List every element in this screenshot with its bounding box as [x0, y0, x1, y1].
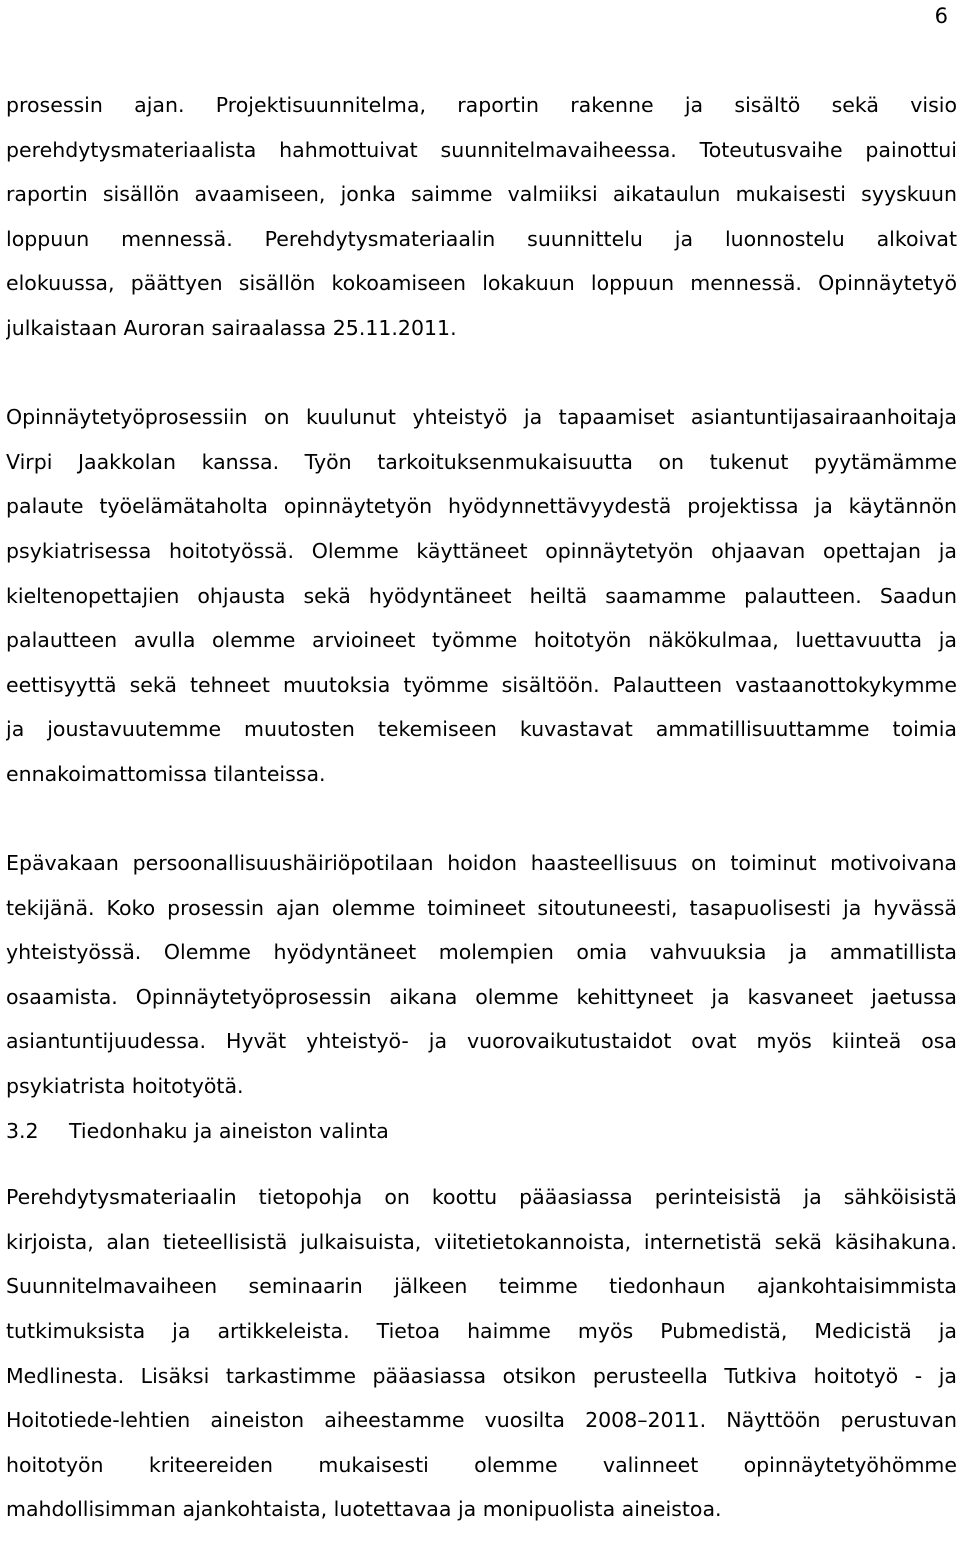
- text-line: loppuun mennessä. Perehdytysmateriaalin suunnittelu ja luonnostelu alkoivat: [6, 226, 957, 251]
- text-line: ennakoimattomissa tilanteissa.: [6, 761, 326, 786]
- text-line: eettisyyttä sekä tehneet muutoksia työmme sisältöön. Palautteen vastaanottokykymme: [6, 672, 957, 697]
- paragraph-gap: [6, 351, 957, 396]
- text-line: elokuussa, päättyen sisällön kokoamiseen lokakuun loppuun mennessä. Opinnäytetyö: [6, 271, 957, 296]
- paragraph-3: [6, 841, 957, 1109]
- text-line: psykiatrista hoitotyötä.: [6, 1074, 244, 1099]
- text-line: kirjoista, alan tieteellisistä julkaisuista, viitetietokannoista, internetistä sekä käsihakuna.: [6, 1229, 957, 1254]
- text-line: Opinnäytetyöprosessiin on kuulunut yhteistyö ja tapaamiset asiantuntijasairaanhoitaja: [6, 405, 957, 430]
- text-line: tekijänä. Koko prosessin ajan olemme toimineet sitoutuneesti, tasapuolisesti ja hyvässä: [6, 895, 957, 920]
- text-line: yhteistyössä. Olemme hyödyntäneet molempien omia vahvuuksia ja ammatillista: [6, 940, 957, 965]
- section-number: 3.2: [6, 1118, 39, 1143]
- text-line: Hoitotiede-lehtien aineiston aiheestamme vuosilta 2008–2011. Näyttöön perustuvan: [6, 1408, 957, 1433]
- text-line: asiantuntijuudessa. Hyvät yhteistyö- ja vuorovaikutustaidot ovat myös kiinteä osa: [6, 1029, 957, 1054]
- text-line: raportin sisällön avaamiseen, jonka saimme valmiiksi aikataulun mukaisesti syyskuun: [6, 182, 957, 207]
- text-line: palautteen avulla olemme arvioineet työmme hoitotyön näkökulmaa, luettavuutta ja: [6, 628, 957, 653]
- text-line: palaute työelämätaholta opinnäytetyön hyödynnettävyydestä projektissa ja käytännön: [6, 494, 957, 519]
- paragraph-4: [6, 1175, 957, 1532]
- section-heading: [6, 1109, 957, 1154]
- text-line: Perehdytysmateriaalin tietopohja on koottu pääasiassa perinteisistä ja sähköisistä: [6, 1185, 957, 1210]
- text-line: osaamista. Opinnäytetyöprosessin aikana olemme kehittyneet ja kasvaneet jaetussa: [6, 984, 957, 1009]
- page-number: 6: [934, 4, 948, 28]
- text-line: ja joustavuutemme muutosten tekemiseen kuvastavat ammatillisuuttamme toimia: [6, 717, 957, 742]
- text-line: hoitotyön kriteereiden mukaisesti olemme valinneet opinnäytetyöhömme: [6, 1452, 957, 1477]
- text-line: julkaistaan Auroran sairaalassa 25.11.2011.: [6, 315, 457, 340]
- document-body: [6, 83, 957, 1532]
- text-line: psykiatrisessa hoitotyössä. Olemme käyttäneet opinnäytetyön ohjaavan opettajan ja: [6, 538, 957, 563]
- text-line: Medlinesta. Lisäksi tarkastimme pääasiassa otsikon perusteella Tutkiva hoitotyö - ja: [6, 1363, 957, 1388]
- text-line: kieltenopettajien ohjausta sekä hyödyntäneet heiltä saamamme palautteen. Saadun: [6, 583, 957, 608]
- text-line: prosessin ajan. Projektisuunnitelma, raportin rakenne ja sisältö sekä visio: [6, 93, 957, 117]
- text-line: Suunnitelmavaiheen seminaarin jälkeen teimme tiedonhaun ajankohtaisimmista: [6, 1274, 957, 1299]
- text-line: perehdytysmateriaalista hahmottuivat suunnitelmavaiheessa. Toteutusvaihe painottui: [6, 137, 957, 162]
- paragraph-1: [6, 83, 957, 351]
- text-line: Virpi Jaakkolan kanssa. Työn tarkoituksenmukaisuutta on tukenut pyytämämme: [6, 449, 957, 474]
- paragraph-gap: [6, 797, 957, 842]
- paragraph-gap: [6, 1153, 957, 1175]
- text-line: mahdollisimman ajankohtaista, luotettavaa ja monipuolista aineistoa.: [6, 1497, 722, 1522]
- text-line: tutkimuksista ja artikkeleista. Tietoa haimme myös Pubmedistä, Medicistä ja: [6, 1319, 957, 1344]
- section-title: Tiedonhaku ja aineiston valinta: [69, 1118, 389, 1143]
- text-line: Epävakaan persoonallisuushäiriöpotilaan hoidon haasteellisuus on toiminut motivoivana: [6, 851, 957, 876]
- paragraph-2: [6, 395, 957, 796]
